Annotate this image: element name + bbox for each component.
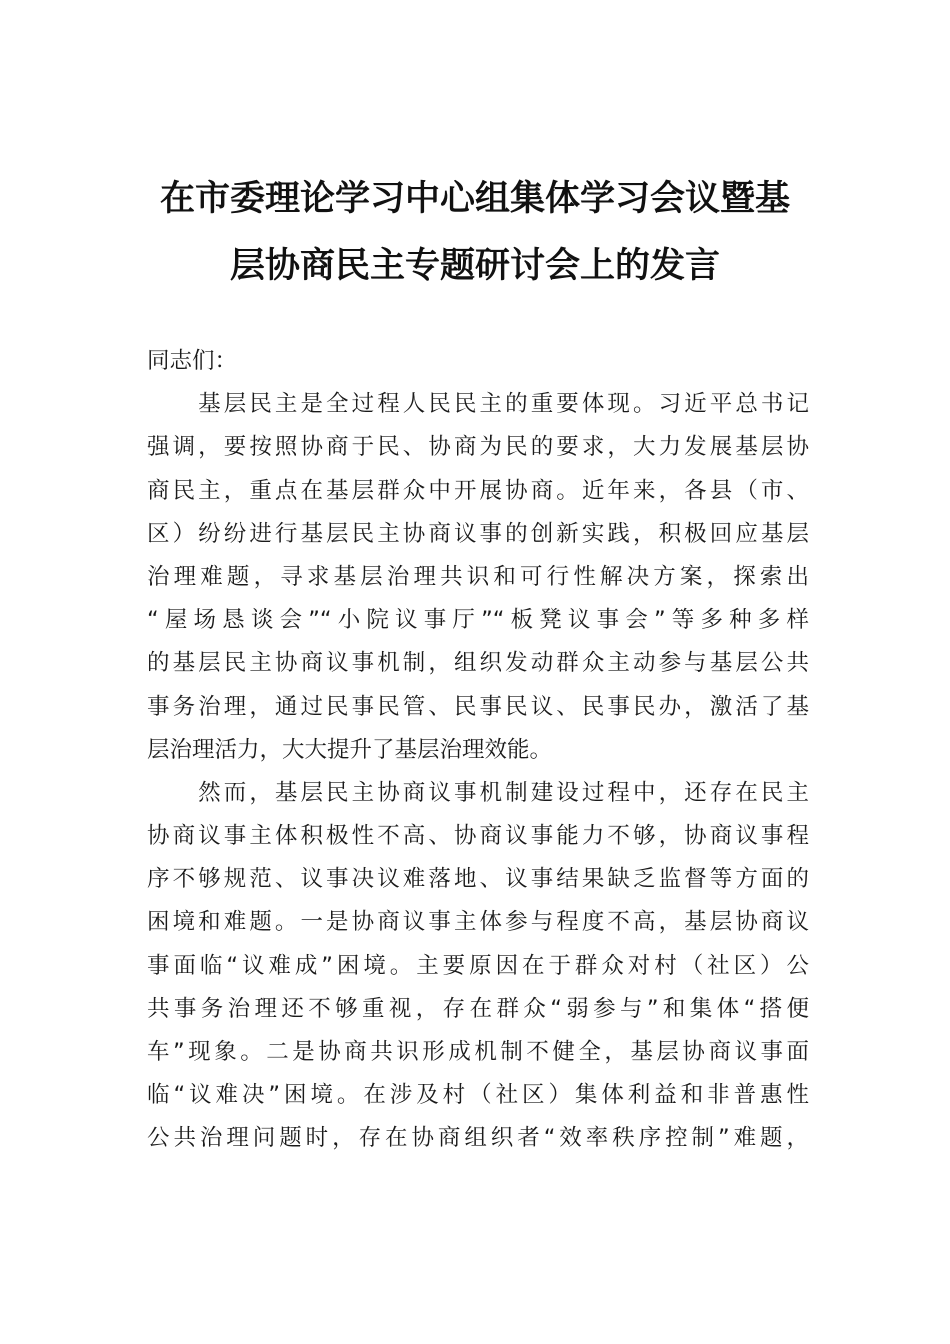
paragraph-line: 事务治理，通过民事民管、民事民议、民事民办，激活了基 [147, 693, 809, 720]
paragraph-line: 强调，要按照协商于民、协商为民的要求，大力发展基层协 [147, 434, 809, 461]
document-title [130, 165, 820, 299]
paragraph-line: 困境和难题。一是协商议事主体参与程度不高，基层协商议 [147, 909, 809, 936]
title-line-1: 在市委理论学习中心组集体学习会议暨基 [159, 178, 790, 219]
paragraph-line: 事面临“议难成”困境。主要原因在于群众对村（社区）公 [147, 952, 809, 979]
paragraph-line: 车”现象。二是协商共识形成机制不健全，基层协商议事面 [147, 1039, 809, 1065]
paragraph-line: 基层民主是全过程人民民主的重要体现。习近平总书记 [147, 391, 809, 418]
paragraph-line: 公共治理问题时，存在协商组织者“效率秩序控制”难题， [147, 1125, 809, 1152]
title-line-2: 层协商民主专题研讨会上的发言 [229, 245, 720, 286]
paragraph-line: 然而，基层民主协商议事机制建设过程中，还存在民主 [147, 779, 809, 806]
paragraph-line: 序不够规范、议事决议难落地、议事结果缺乏监督等方面的 [147, 866, 809, 893]
paragraph-line: 协商议事主体积极性不高、协商议事能力不够，协商议事程 [147, 823, 809, 850]
greeting: 同志们： [147, 348, 238, 374]
document-body [147, 340, 809, 1161]
paragraph-line: 的基层民主协商议事机制，组织发动群众主动参与基层公共 [147, 650, 809, 677]
paragraph-line: 临“议难决”困境。在涉及村（社区）集体利益和非普惠性 [147, 1082, 809, 1109]
paragraph-2 [147, 772, 809, 1161]
paragraph-line: 治理难题，寻求基层治理共识和可行性解决方案，探索出 [147, 563, 809, 590]
paragraph-line: 商民主，重点在基层群众中开展协商。近年来，各县（市、 [147, 477, 809, 504]
paragraph-line: 区）纷纷进行基层民主协商议事的创新实践，积极回应基层 [147, 520, 809, 547]
paragraph-line: 层治理活力，大大提升了基层治理效能。 [147, 736, 553, 763]
paragraph-line: 共事务治理还不够重视，存在群众“弱参与”和集体“搭便 [147, 995, 809, 1022]
paragraph-line: “屋场恳谈会”“小院议事厅”“板凳议事会”等多种多样 [147, 607, 809, 634]
paragraph-1 [147, 383, 809, 772]
